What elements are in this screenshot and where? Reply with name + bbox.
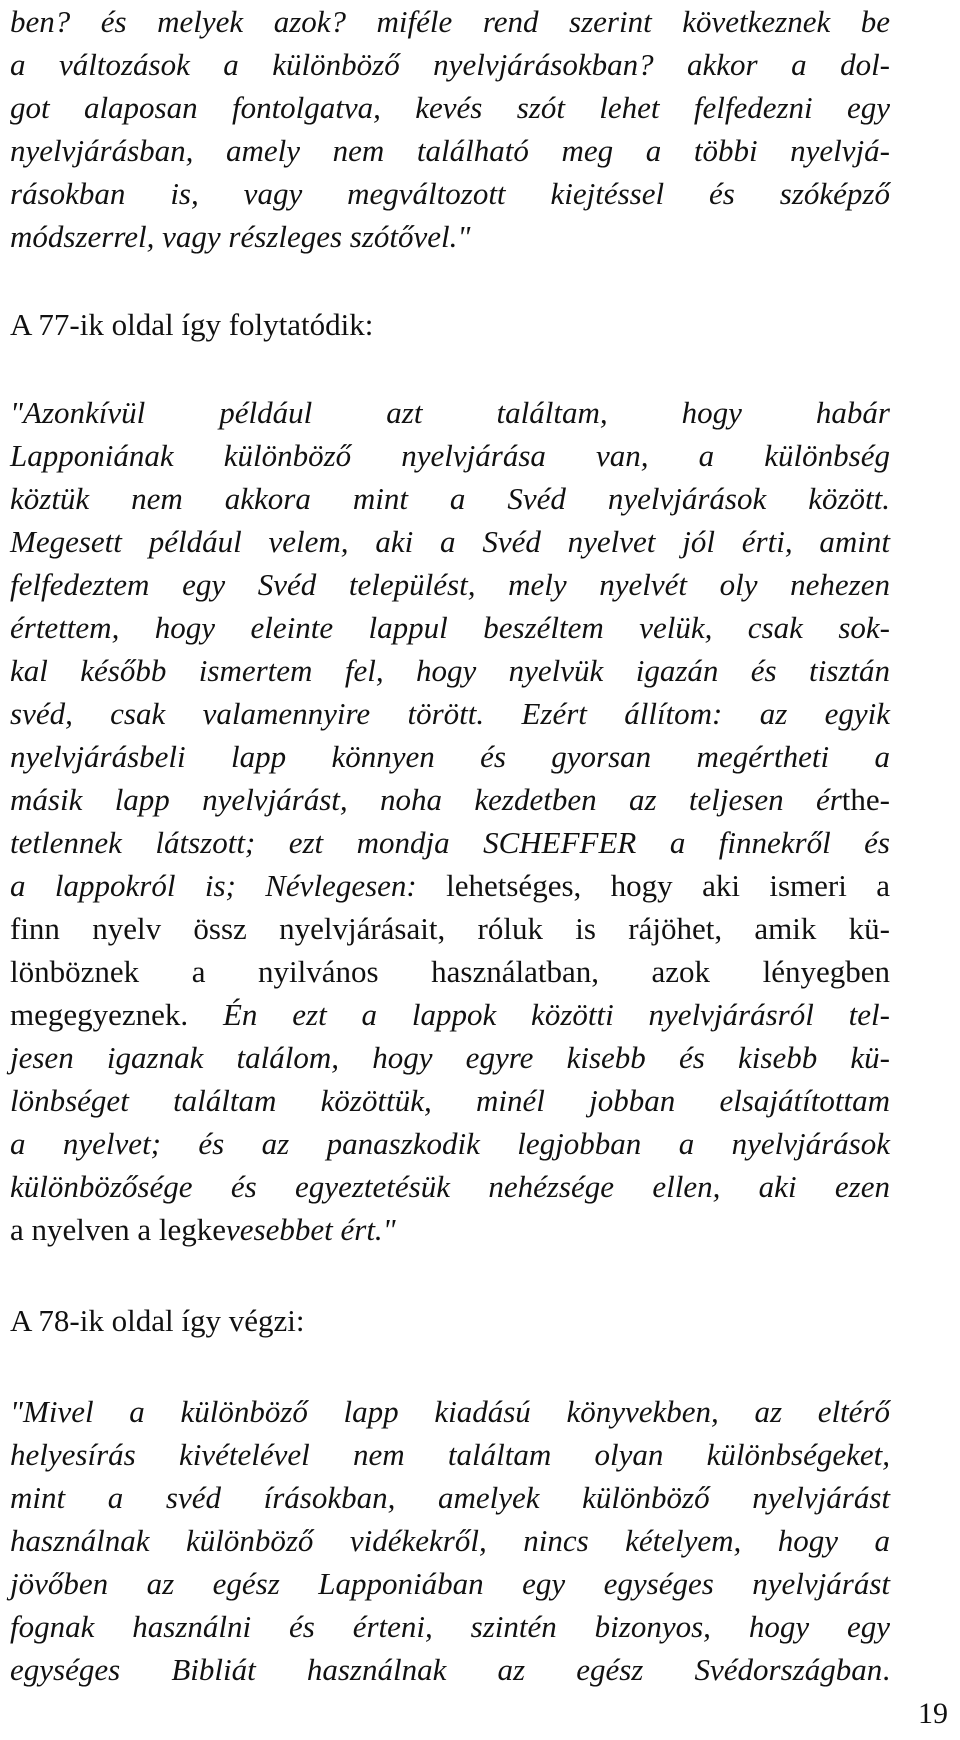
text-line: tetlennek látszott; ezt mondja SCHEFFER a finnekről és — [10, 825, 890, 860]
document-page — [10, 0, 890, 1691]
text-line: a nyelven a legkevesebbet ért." — [10, 1212, 396, 1247]
text-line: jesen igaznak találom, hogy egyre kisebb és kisebb kü- — [10, 1040, 890, 1075]
quote-ending — [10, 0, 890, 258]
text-line: értettem, hogy eleinte lappul beszéltem velük, csak sok- — [10, 610, 890, 645]
text-line: ben? és melyek azok? miféle rend szerint következnek be — [10, 4, 890, 39]
text-line: "Azonkívül például azt találtam, hogy habár — [10, 395, 890, 430]
text-line: megegyeznek. Én ezt a lappok közötti nyelvjárásról tel- — [10, 997, 890, 1032]
page-number: 19 — [918, 1697, 948, 1730]
text-line: Megesett például velem, aki a Svéd nyelvet jól érti, amint — [10, 524, 890, 559]
text-line: másik lapp nyelvjárást, noha kezdetben az teljesen érthe- — [10, 782, 890, 817]
text-line: lönböznek a nyilvános használatban, azok lényegben — [10, 954, 890, 989]
text-line: svéd, csak valamennyire törött. Ezért állítom: az egyik — [10, 696, 890, 731]
text-line: fognak használni és érteni, szintén bizonyos, hogy egy — [10, 1609, 890, 1644]
text-line: a nyelvet; és az panaszkodik legjobban a nyelvjárások — [10, 1126, 890, 1161]
text-line: rásokban is, vagy megváltozott kiejtéssel és szóképző — [10, 176, 890, 211]
text-line: nyelvjárásban, amely nem található meg a többi nyelvjá- — [10, 133, 890, 168]
quote-p77 — [10, 391, 890, 1251]
text-line: használnak különböző vidékekről, nincs kételyem, hogy a — [10, 1523, 890, 1558]
section-intro-p78: A 78-ik oldal így végzi: — [10, 1303, 305, 1338]
text-line: köztük nem akkora mint a Svéd nyelvjárások között. — [10, 481, 890, 516]
text-line: különbözősége és egyeztetésük nehézsége ellen, aki ezen — [10, 1169, 890, 1204]
text-line: got alaposan fontolgatva, kevés szót lehet felfedezni egy — [10, 90, 890, 125]
text-line: a változások a különböző nyelvjárásokban? akkor a dol- — [10, 47, 890, 82]
text-line: a lappokról is; Névlegesen: lehetséges, hogy aki ismeri a — [10, 868, 890, 903]
text-line: módszerrel, vagy részleges szótővel." — [10, 219, 471, 254]
text-line: lönbséget találtam közöttük, minél jobban elsajátítottam — [10, 1083, 890, 1118]
text-line: finn nyelv össz nyelvjárásait, róluk is rájöhet, amik kü- — [10, 911, 890, 946]
text-line: mint a svéd írásokban, amelyek különböző nyelvjárást — [10, 1480, 890, 1515]
section-intro-p77: A 77-ik oldal így folytatódik: — [10, 307, 374, 342]
text-line: nyelvjárásbeli lapp könnyen és gyorsan megértheti a — [10, 739, 890, 774]
text-line: helyesírás kivételével nem találtam olyan különbségeket, — [10, 1437, 890, 1472]
quote-p78 — [10, 1390, 890, 1691]
text-line: kal később ismertem fel, hogy nyelvük igazán és tisztán — [10, 653, 890, 688]
text-line: "Mivel a különböző lapp kiadású könyvekben, az eltérő — [10, 1394, 890, 1429]
text-line: Lapponiának különböző nyelvjárása van, a különbség — [10, 438, 890, 473]
text-line: felfedeztem egy Svéd települést, mely nyelvét oly nehezen — [10, 567, 890, 602]
text-line: jövőben az egész Lapponiában egy egységes nyelvjárást — [10, 1566, 890, 1601]
text-line: egységes Bibliát használnak az egész Svédországban. — [10, 1652, 890, 1687]
